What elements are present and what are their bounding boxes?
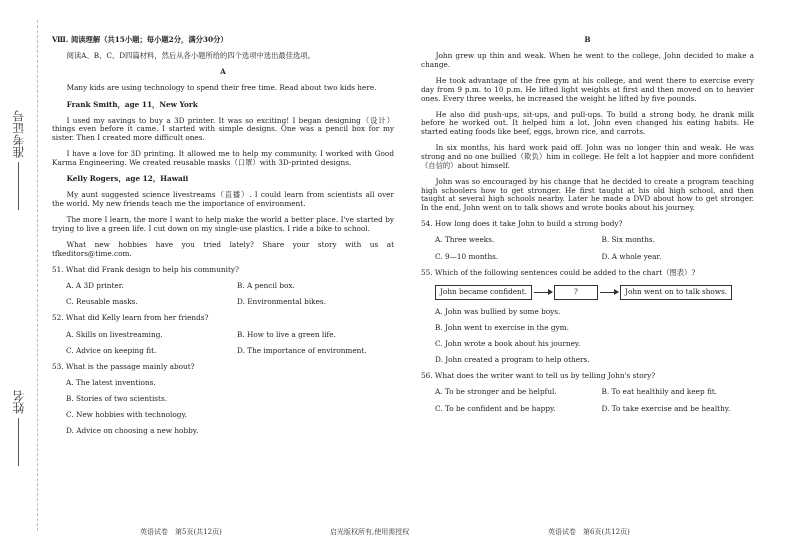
option-b: B. To eat healthily and keep fit. bbox=[601, 387, 718, 397]
binding-line bbox=[37, 20, 38, 531]
kelly-paragraph-2: The more I learn, the more I want to help make the world a better place. I've started by trying to live a green life. I cut down on my single-use plastics. I ride a bike to school. bbox=[52, 215, 394, 234]
kelly-paragraph-1: My aunt suggested science livestreams（直播）. I could learn from scientists all over the world. My new friends teach me the importance of environment. bbox=[52, 190, 394, 209]
kelly-heading: Kelly Rogers，age 12，Hawaii bbox=[66, 174, 189, 184]
passage-a-intro: Many kids are using technology to spend their free time. Read about two kids here. bbox=[66, 83, 377, 93]
exam-id-label: 准考证号 bbox=[12, 110, 26, 158]
question-56 bbox=[421, 372, 754, 413]
frank-paragraph-1: I used my savings to buy a 3D printer. It was so exciting! I began designing（设计）things even before it came. I started with simple designs. One was a pencil box for my sister. Then I created more difficult ones. bbox=[52, 115, 394, 143]
option-d: D. Environmental bikes. bbox=[237, 297, 326, 307]
question-text: 52. What did Kelly learn from her friends? bbox=[52, 313, 209, 323]
passage-b-paragraph-5: John was so encouraged by his change that he decided to create a program teaching high schoolers how to get stronger. He first taught at his old high school, and then taught at several high schools nearby. Later he made a DVD about how to get stronger. In the end, John went on to talk shows and wrote books about his journey. bbox=[421, 176, 754, 213]
option-a: A. The latest inventions. bbox=[66, 378, 156, 388]
option-b: B. A pencil box. bbox=[237, 281, 295, 291]
option-c: C. John wrote a book about his journey. bbox=[435, 338, 581, 348]
option-d: D. John created a program to help others. bbox=[435, 355, 590, 365]
question-52 bbox=[52, 314, 394, 355]
option-b: B. How to live a green life. bbox=[237, 329, 336, 339]
flow-box-1: John became confident. bbox=[435, 285, 532, 300]
passage-b-paragraph-1: John grew up thin and weak. When he went to the college, John decided to make a change. bbox=[421, 51, 754, 69]
section-title: Ⅷ. 阅读理解（共15小题；每小题2分，满分30分） bbox=[52, 35, 228, 44]
arrow-right-icon bbox=[600, 292, 618, 293]
option-a: A. Three weeks. bbox=[435, 235, 495, 245]
option-a: A. To be stronger and be helpful. bbox=[435, 387, 557, 397]
frank-heading: Frank Smith，age 11，New York bbox=[66, 99, 198, 109]
right-column bbox=[421, 36, 754, 421]
flow-box-2: ? bbox=[554, 285, 598, 300]
question-text: 53. What is the passage mainly about? bbox=[52, 361, 195, 371]
passage-b-paragraph-2: He took advantage of the free gym at his college, and went there to exercise every day from 9 p.m. to 10 p.m. He lifted light weights at first and then moved on to heavier ones. Every three weeks, he increased the weight he lifted by five pounds. bbox=[421, 76, 754, 103]
flow-chart bbox=[435, 285, 754, 300]
question-text: 56. What does the writer want to tell us by telling John's story? bbox=[421, 371, 656, 381]
question-54 bbox=[421, 220, 754, 261]
option-a: A. A 3D printer. bbox=[66, 281, 124, 291]
option-a: A. John was bullied by some boys. bbox=[435, 306, 561, 316]
name-label: 姓名 bbox=[12, 390, 26, 414]
passage-b-paragraph-4: In six months, his hard work paid off. John was no longer thin and weak. He was strong and no one bullied（欺负）him in college. He felt a lot happier and more confident（自信的）about himself. bbox=[421, 143, 754, 170]
option-c: C. Reusable masks. bbox=[66, 297, 138, 307]
question-51 bbox=[52, 266, 394, 307]
option-c: C. To be confident and be happy. bbox=[435, 403, 556, 413]
option-d: D. A whole year. bbox=[601, 251, 662, 261]
question-55 bbox=[421, 269, 754, 365]
flow-box-3: John went on to talk shows. bbox=[620, 285, 732, 300]
closing-paragraph: What new hobbies have you tried lately? Share your story with us at tfkeditors@time.com. bbox=[52, 240, 394, 258]
option-d: D. To take exercise and be healthy. bbox=[601, 403, 731, 413]
option-d: D. The importance of environment. bbox=[237, 345, 367, 355]
arrow-right-icon bbox=[534, 292, 552, 293]
option-d: D. Advice on choosing a new hobby. bbox=[66, 426, 199, 436]
right-page-footer: 英语试卷 第6页(共12页) bbox=[548, 528, 630, 536]
option-c: C. New hobbies with technology. bbox=[66, 410, 187, 420]
name-field bbox=[10, 390, 27, 466]
option-c: C. Advice on keeping fit. bbox=[66, 345, 157, 355]
question-53 bbox=[52, 363, 394, 436]
left-page-footer: 英语试卷 第5页(共12页) bbox=[140, 528, 222, 536]
copyright-footer: 启光版权所有,使用需授权 bbox=[330, 528, 410, 536]
option-b: B. John went to exercise in the gym. bbox=[435, 322, 569, 332]
question-text: 55. Which of the following sentences could be added to the chart（图表）? bbox=[421, 267, 696, 277]
exam-id-field bbox=[10, 110, 27, 210]
instruction: 阅读A、B、C、D四篇材料，然后从各小题所给的四个选项中选出最佳选项。 bbox=[66, 51, 315, 61]
frank-paragraph-2: I have a love for 3D printing. It allowed me to help my community. I worked with Good Karma Engineering. We created reusable masks（口罩）with 3D-printed designs. bbox=[52, 149, 394, 168]
left-column bbox=[52, 36, 394, 444]
option-a: A. Skills on livestreaming. bbox=[66, 329, 163, 339]
option-b: B. Six months. bbox=[601, 235, 655, 245]
option-c: C. 9—10 months. bbox=[435, 251, 499, 261]
passage-a-label: A bbox=[220, 67, 226, 77]
passage-b-paragraph-3: He also did push-ups, sit-ups, and pull-ups. To build a strong body, he drank milk before he worked out. It helped him a lot. John even changed his eating habits. He started eating foods like beef, eggs, brown rice, and carrots. bbox=[421, 109, 754, 137]
passage-b-label: B bbox=[584, 35, 591, 44]
question-text: 54. How long does it take John to build a strong body? bbox=[421, 219, 623, 229]
option-b: B. Stories of two scientists. bbox=[66, 394, 168, 404]
question-text: 51. What did Frank design to help his community? bbox=[52, 265, 239, 275]
